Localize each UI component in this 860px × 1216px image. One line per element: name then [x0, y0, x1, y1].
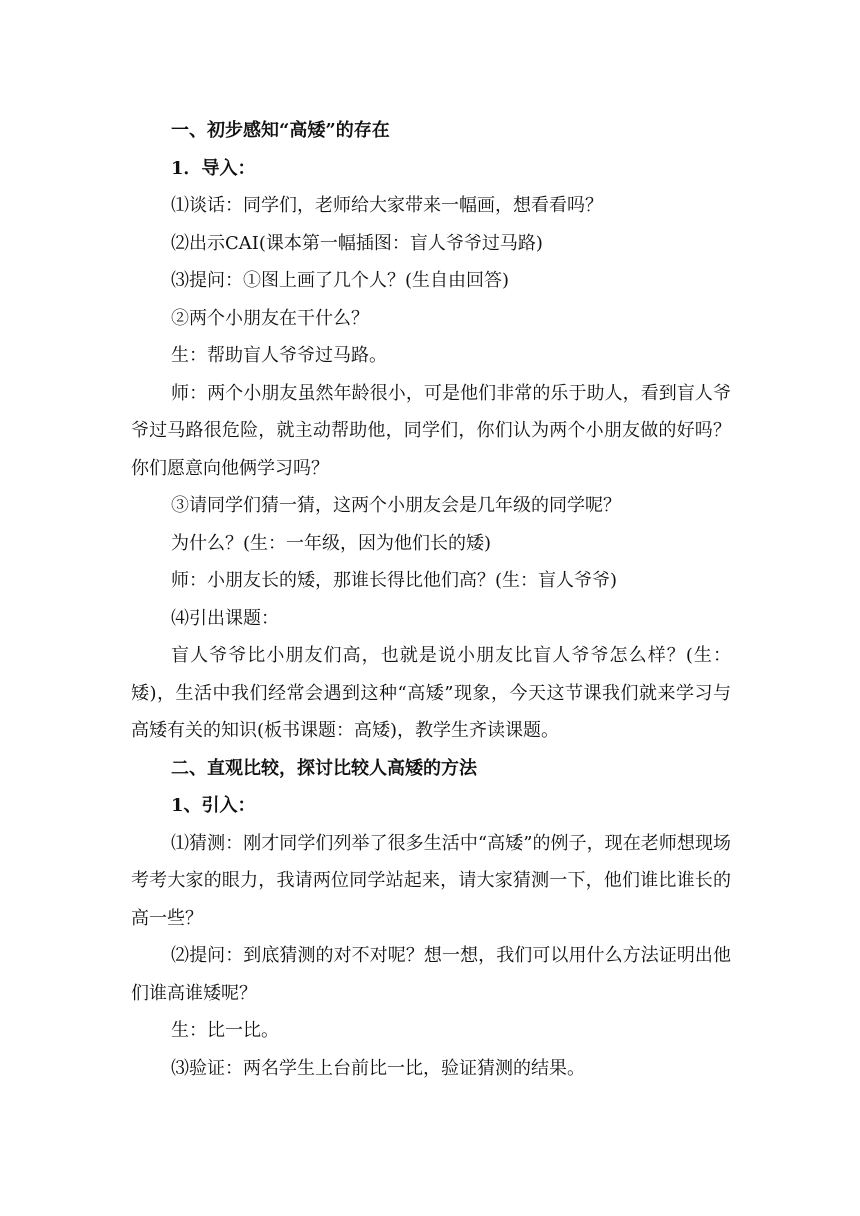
paragraph-show-cai: ⑵出示CAI(课本第一幅插图：盲人爷爷过马路): [171, 232, 543, 254]
paragraph-verify: ⑶验证：两名学生上台前比一比，验证猜测的结果。: [171, 1057, 585, 1079]
paragraph-talk: ⑴谈话：同学们，老师给大家带来一幅画，想看看吗？: [171, 195, 603, 216]
paragraph-student-answer-2: 生：比一比。: [171, 1020, 279, 1041]
document-body: [131, 112, 731, 1087]
paragraph-lead-in-topic: ⑷引出课题：: [171, 607, 279, 629]
paragraph-teacher-2: 师：小朋友长的矮，那谁长得比他们高？(生：盲人爷爷): [171, 570, 618, 591]
paragraph-question-method: ⑵提问：到底猜测的对不对呢？想一想，我们可以用什么方法证明出他们谁高谁矮呢？: [131, 945, 731, 1004]
paragraph-question-1: ⑶提问：①图上画了几个人？(生自由回答): [171, 270, 510, 291]
paragraph-student-answer-1: 生：帮助盲人爷爷过马路。: [171, 345, 387, 366]
paragraph-topic-intro: 盲人爷爷比小朋友们高，也就是说小朋友比盲人爷爷怎么样？(生：矮)，生活中我们经常会遇到这种“高矮”现象，今天这节课我们就来学习与高矮有关的知识(板书课题：高矮)，教学生齐读课题。: [131, 645, 731, 741]
paragraph-question-3: ③请同学们猜一猜，这两个小朋友会是几年级的同学呢？: [171, 495, 621, 516]
paragraph-why: 为什么？(生：一年级，因为他们长的矮): [171, 532, 492, 554]
section-heading-1: 一、初步感知“高矮”的存在: [171, 120, 390, 141]
paragraph-teacher-1: 师：两个小朋友虽然年龄很小，可是他们非常的乐于助人，看到盲人爷爷过马路很危险，就主动帮助他，同学们，你们认为两个小朋友做的好吗？你们愿意向他俩学习吗？: [131, 382, 731, 479]
paragraph-question-2: ②两个小朋友在干什么？: [171, 307, 369, 329]
paragraph-guess: ⑴猜测：刚才同学们列举了很多生活中“高矮”的例子，现在老师想现场考考大家的眼力，我请两位同学站起来，请大家猜测一下，他们谁比谁长的高一些？: [131, 832, 731, 929]
subheading-intro: 1．导入：: [171, 157, 256, 179]
subheading-lead-in: 1、引入：: [171, 795, 256, 816]
section-heading-2: 二、直观比较，探讨比较人高矮的方法: [171, 757, 477, 779]
